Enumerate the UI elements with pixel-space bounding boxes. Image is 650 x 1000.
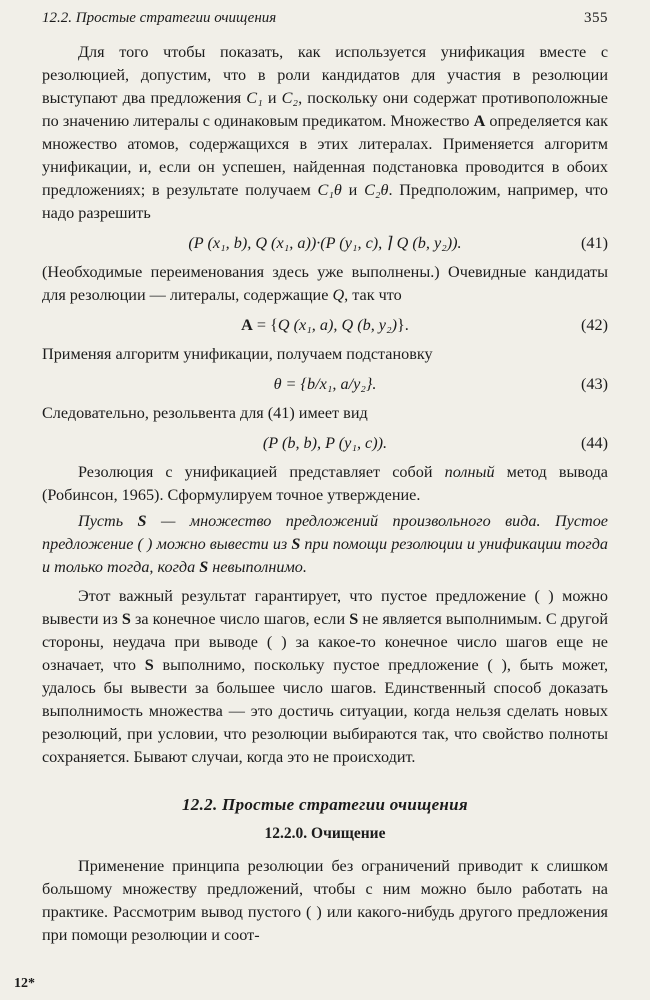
printer-signature: 12* [14, 976, 35, 991]
equation-41-body: (P (x₁, b), Q (x₁, a))·(P (y₁, c), ⌉ Q (b, y₂)). [188, 234, 462, 252]
paragraph-completeness: Резолюция с унификацией представляет собой полный метод вывода (Робинсон, 1965). Сформулируем точное утверждение. [42, 463, 608, 504]
paragraph-resolvent: Следовательно, резольвента для (41) имеет вид [42, 404, 368, 422]
equation-42-number: (42) [581, 316, 608, 334]
running-header [42, 10, 608, 27]
paragraph-unification-intro: Для того чтобы показать, как используется унификация вместе с резолюцией, допустим, что в роли кандидатов для участия в резолюции выступают два предложения C₁ и C₂, поскольку они содержат противоположные по значению литералы с одинаковым предикатом. Множество A определяется как множество атомов, содержащихся в этих литералах. Применяется алгоритм унификации, и, если он успешен, найденная подстановка проводится в обоих предложениях; в результате получаем C₁θ и C₂θ. Предположим, например, что надо разрешить [42, 43, 608, 222]
paragraph-candidates: (Необходимые переименования здесь уже выполнены.) Очевидные кандидаты для резолюции — литералы, содержащие Q, так что [42, 263, 608, 304]
equation-41-number: (41) [581, 234, 608, 252]
header-section-title: 12.2. Простые стратегии очищения [42, 10, 277, 26]
subsection-heading: 12.2.0. Очищение [264, 825, 386, 842]
equation-42 [42, 314, 608, 336]
equation-41 [42, 232, 608, 254]
section-heading: 12.2. Простые стратегии очищения [182, 795, 468, 814]
equation-43-body: θ = {b/x₁, a/y₂}. [273, 375, 377, 393]
equation-43 [42, 373, 608, 395]
equation-44 [42, 432, 608, 454]
paragraph-discussion: Этот важный результат гарантирует, что пустое предложение ( ) можно вывести из S за конечное число шагов, если S не является выполнимым. С другой стороны, неудача при выводе ( ) за какое-то конечное число шагов еще не означает, что S выполнимо, поскольку пустое предложение ( ), быть может, удалось бы вывести за большее число шагов. Единственный способ доказать выполнимость множества — это достичь ситуации, когда нельзя сделать новых резолюций, при условии, что резолюции выбираются так, что свойство полноты сохраняется. Бывают случаи, когда это не происходит. [42, 587, 608, 766]
equation-43-number: (43) [581, 375, 608, 393]
paragraph-apply-unification: Применяя алгоритм унификации, получаем подстановку [42, 345, 433, 363]
equation-42-body: A = {Q (x₁, a), Q (b, y₂)}. [241, 316, 409, 334]
equation-44-body: (P (b, b), P (y₁, c)). [262, 434, 388, 452]
page-number: 355 [584, 10, 608, 26]
paragraph-purification-intro: Применение принципа резолюции без ограничений приводит к слишком большому множеству предложений, чтобы с ним можно было работать на практике. Рассмотрим вывод пустого ( ) или какого-нибудь другого предложения при помощи резолюции и соот- [42, 857, 608, 944]
equation-44-number: (44) [581, 434, 608, 452]
theorem-statement: Пусть S — множество предложений произвольного вида. Пустое предложение ( ) можно вывести из S при помощи резолюции и унификации тогда и только тогда, когда S невыполнимо. [42, 512, 608, 576]
